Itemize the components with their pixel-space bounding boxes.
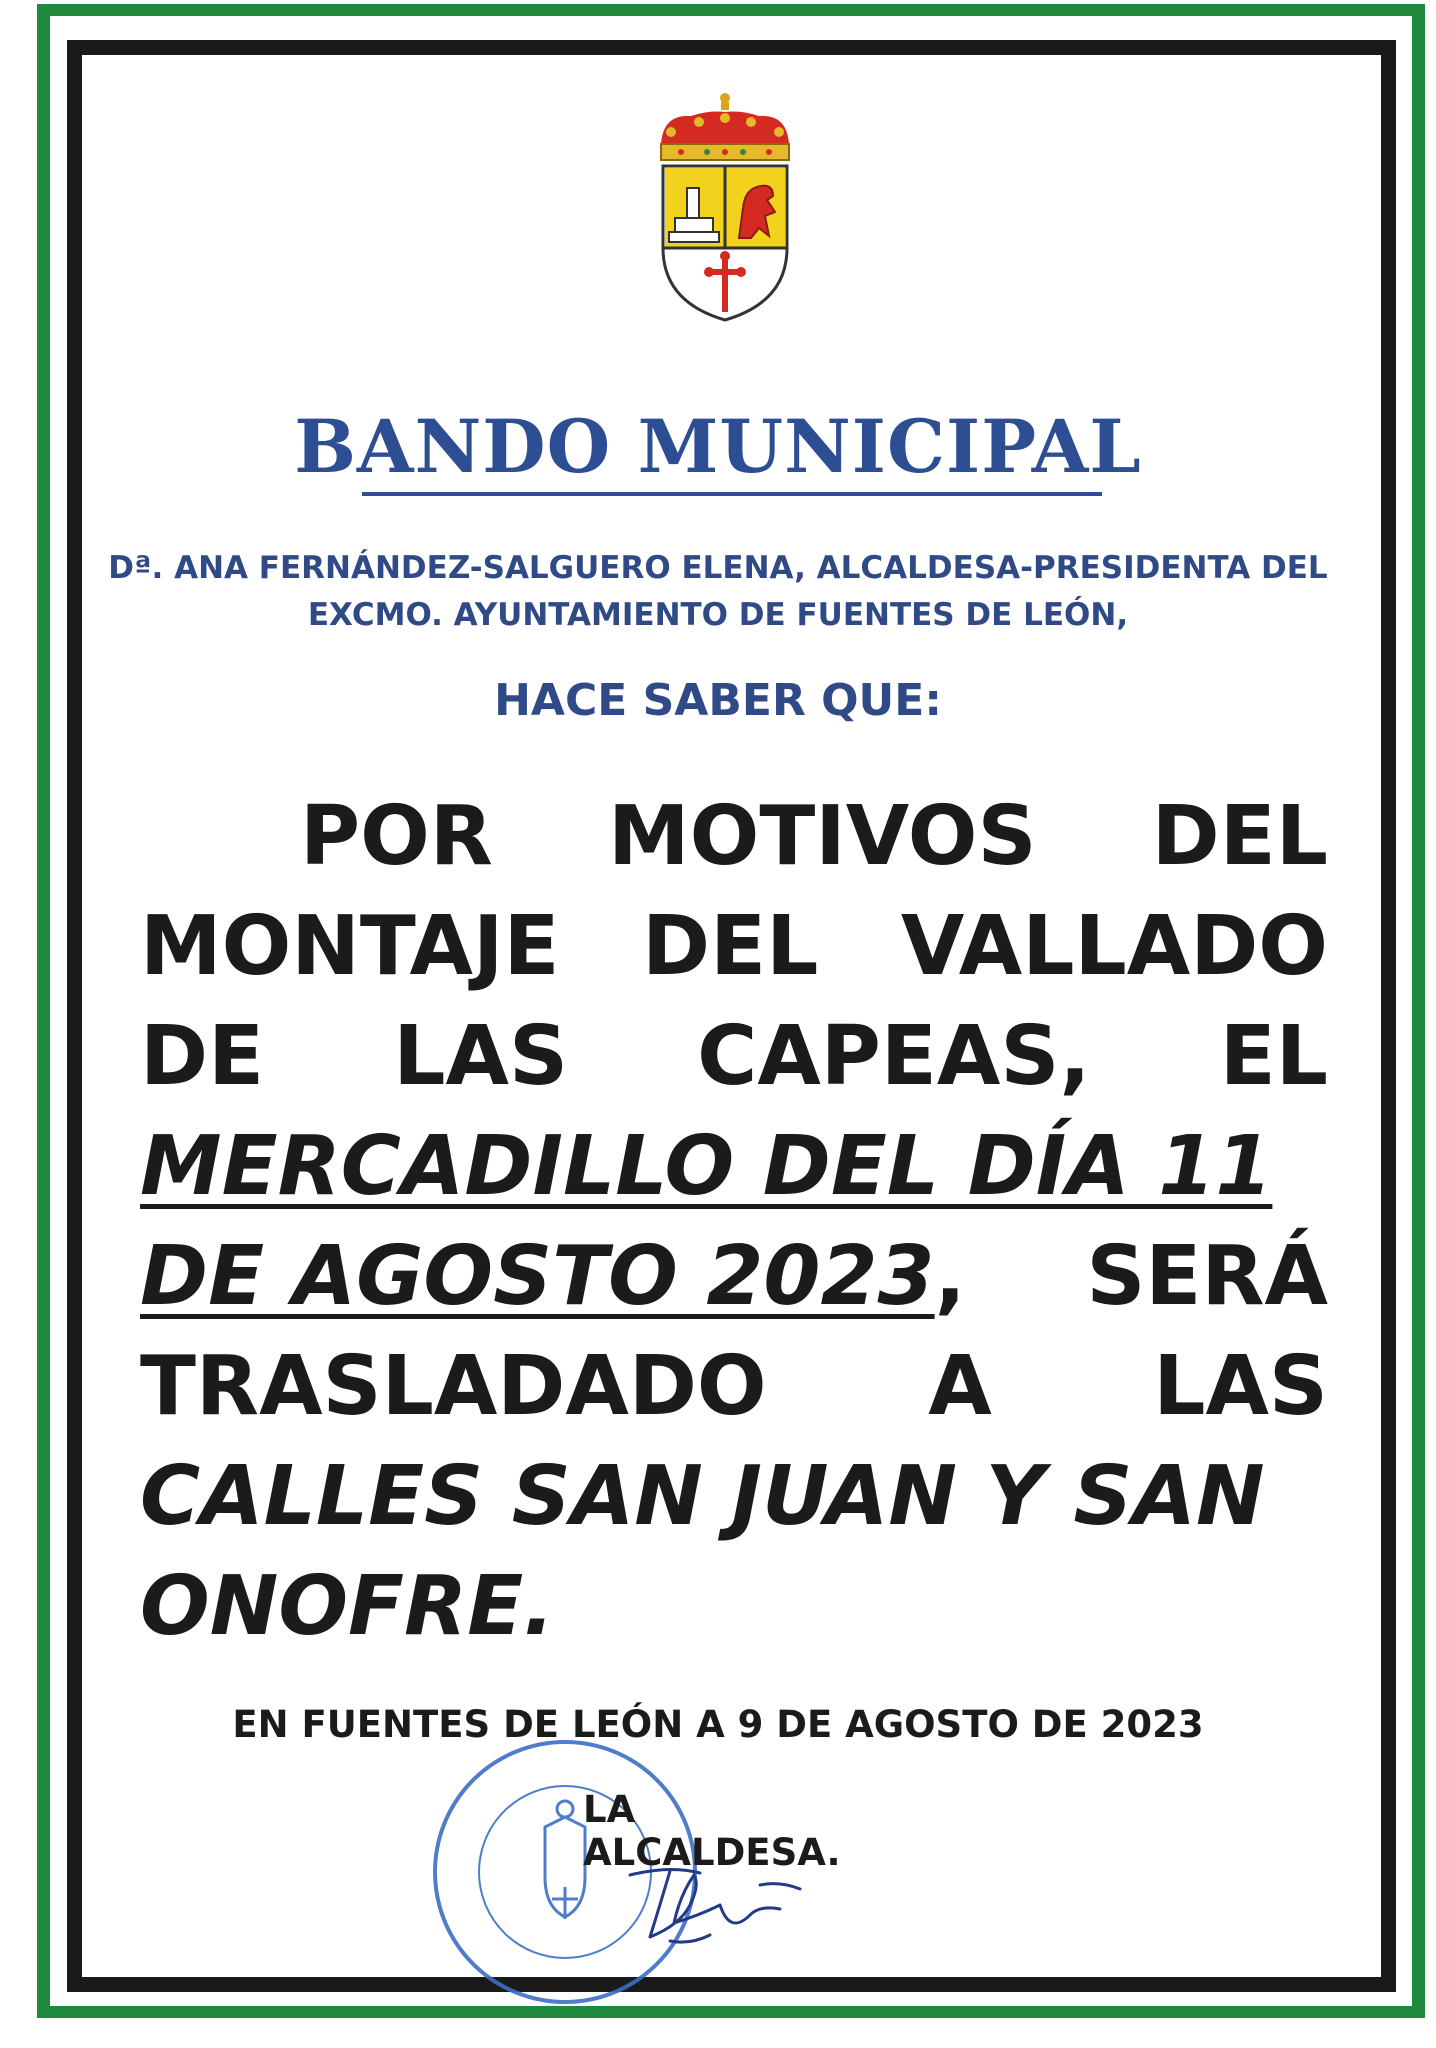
title-underline bbox=[362, 492, 1102, 496]
body-line bbox=[140, 786, 1328, 886]
body-line bbox=[140, 1556, 1328, 1656]
body-word: LAS bbox=[393, 1008, 569, 1104]
body-line bbox=[140, 1226, 1328, 1326]
mayor-line-1: Dª. ANA FERNÁNDEZ-SALGUERO ELENA, ALCALDESA-PRESIDENTA DEL bbox=[108, 550, 1328, 586]
body-word: POR bbox=[300, 788, 493, 884]
body-word: A bbox=[928, 1338, 992, 1434]
handwritten-signature bbox=[610, 1845, 810, 1955]
market-date-text: MERCADILLO DEL DÍA 11 bbox=[140, 1118, 1273, 1214]
body-line bbox=[140, 896, 1328, 996]
body-line bbox=[140, 1006, 1328, 1106]
body-word: DE bbox=[140, 1008, 265, 1104]
body-word: TRASLADADO bbox=[140, 1338, 767, 1434]
body-word: SERÁ bbox=[1086, 1228, 1328, 1324]
body-word: MONTAJE bbox=[140, 898, 560, 994]
body-word: DEL bbox=[642, 898, 819, 994]
body-word: CAPEAS, bbox=[697, 1008, 1091, 1104]
market-date-text: DE AGOSTO 2023 bbox=[140, 1228, 935, 1324]
body-line bbox=[140, 1116, 1328, 1216]
coat-of-arms-icon bbox=[651, 88, 799, 328]
body-word: EL bbox=[1219, 1008, 1328, 1104]
body-word: , bbox=[934, 1228, 966, 1324]
body-line bbox=[140, 1336, 1328, 1436]
body-word: VALLADO bbox=[900, 898, 1328, 994]
streets-text: ONOFRE. bbox=[140, 1558, 555, 1654]
body-word: MOTIVOS bbox=[608, 788, 1037, 884]
notice-title: BANDO MUNICIPAL bbox=[294, 404, 1142, 490]
place-date: EN FUENTES DE LEÓN A 9 DE AGOSTO DE 2023 bbox=[232, 1703, 1204, 1746]
body-word: LAS bbox=[1153, 1338, 1328, 1434]
body-line bbox=[140, 1446, 1328, 1546]
hace-saber-heading: HACE SABER QUE: bbox=[494, 675, 942, 726]
signer-title: LA ALCALDESA. bbox=[583, 1788, 841, 1874]
streets-text: CALLES SAN JUAN Y SAN bbox=[140, 1448, 1265, 1544]
mayor-line-2: EXCMO. AYUNTAMIENTO DE FUENTES DE LEÓN, bbox=[307, 597, 1129, 633]
body-word: DEL bbox=[1151, 788, 1328, 884]
